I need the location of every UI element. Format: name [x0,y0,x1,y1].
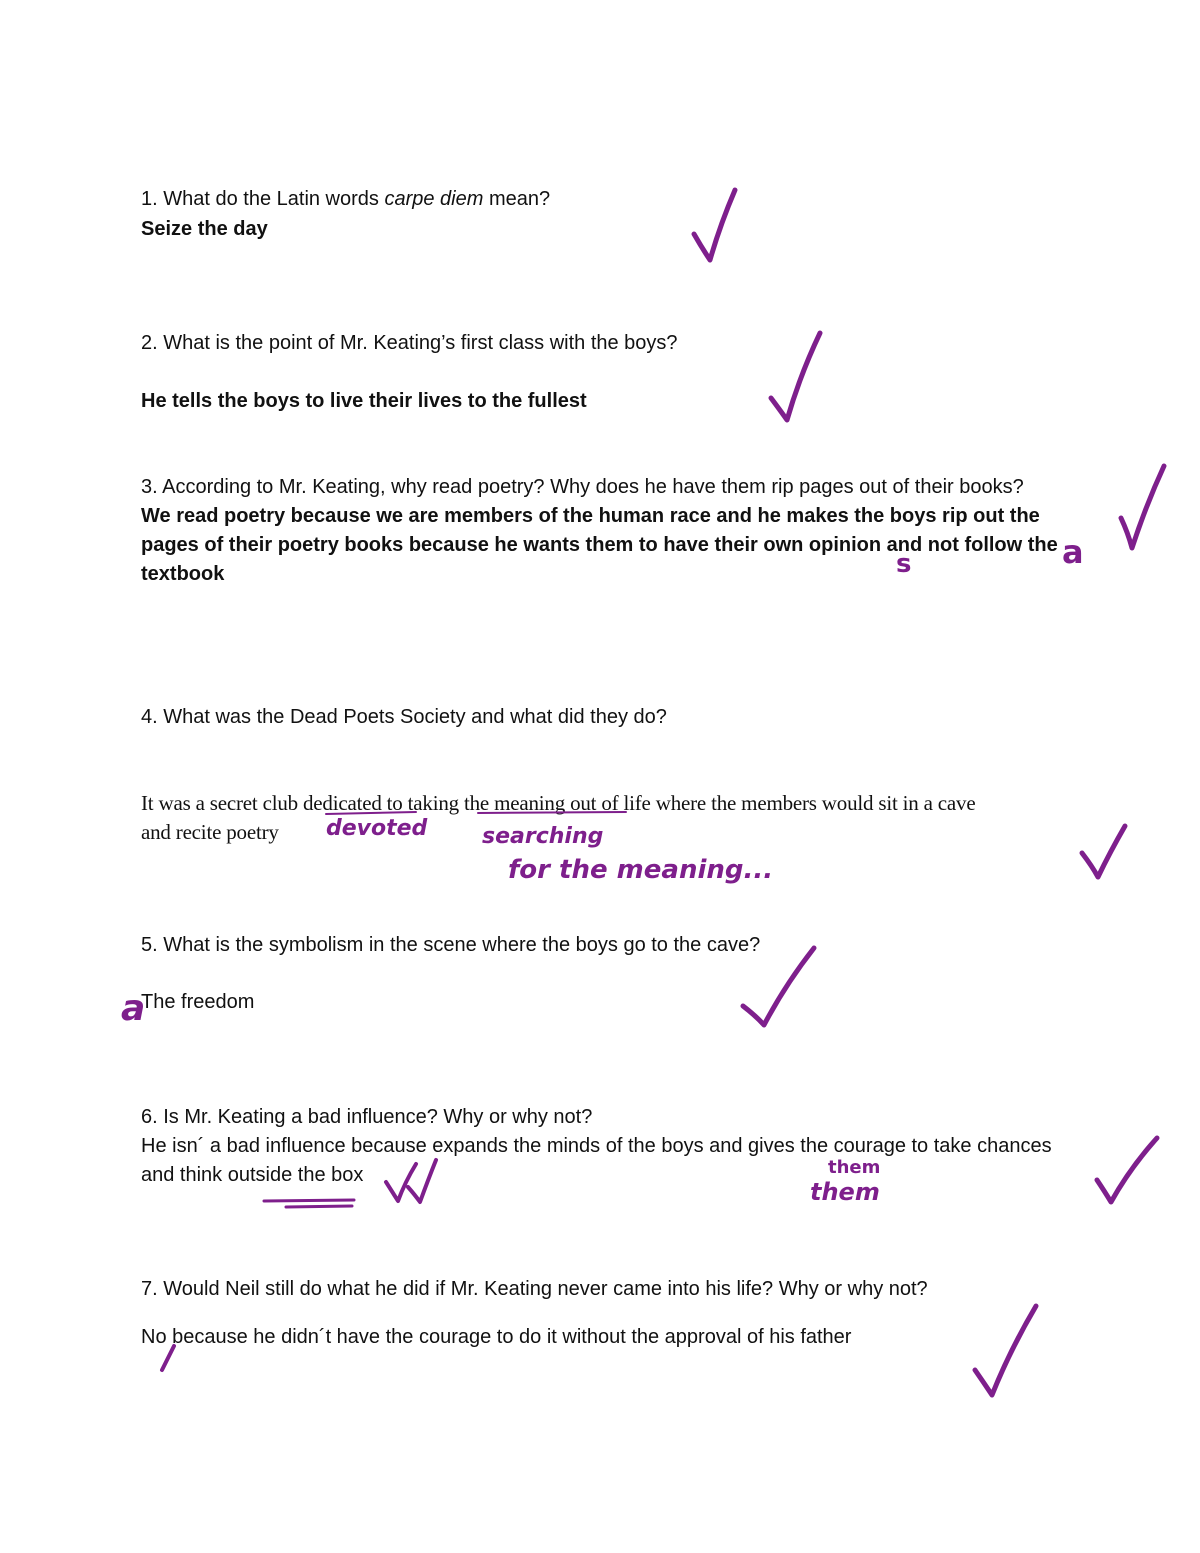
double-underline [264,1200,354,1207]
question-4-answer-line-1: It was a secret club dedicated to taking the meaning out of life where the members would sit in a cave [141,791,976,815]
question-6-prompt: 6. Is Mr. Keating a bad influence? Why or why not? [141,1106,593,1128]
checkmark-icon [1082,826,1125,877]
checkmark-icon [1097,1138,1157,1202]
question-2-prompt: 2. What is the point of Mr. Keating’s first class with the boys? [141,332,678,354]
them-insertion-mark: them [810,1178,880,1206]
question-1-latin-words: carpe diem [384,188,484,210]
question-7-answer: No because he didn´t have the courage to do it without the approval of his father [141,1326,852,1348]
question-3-answer-line-1: We read poetry because we are members of the human race and he makes the boys rip out the [141,505,1040,527]
double-checkmark-icon [386,1160,436,1202]
inserted-s-mark: s [896,549,912,579]
checkmark-icon [975,1306,1036,1395]
question-4-prompt: 4. What was the Dead Poets Society and what did they do? [141,706,667,728]
checkmark-icon [771,333,820,420]
question-1-prompt [141,185,550,214]
question-3-answer-line-3: textbook [141,563,225,585]
question-1-answer: Seize the day [141,218,268,240]
question-6-answer-line-1: He isn´ a bad influence because expands the minds of the boys and gives the courage to take chances [141,1135,1052,1157]
question-4-answer-line-2: and recite poetry [141,820,279,844]
question-3-answer-line-2: pages of their poetry books because he wants them to have their own opinion and not follow the [141,534,1058,556]
them-superscript-mark: them [828,1157,881,1178]
checkmark-icon [694,190,735,260]
devoted-correction: devoted [326,816,428,841]
searching-correction: searching [482,824,604,849]
a-correction-mark: a [121,988,146,1029]
question-7-prompt: 7. Would Neil still do what he did if Mr. Keating never came into his life? Why or why not? [141,1278,928,1300]
question-2-answer: He tells the boys to live their lives to the fullest [141,390,587,412]
question-5-prompt: 5. What is the symbolism in the scene where the boys go to the cave? [141,934,761,956]
question-6-answer-line-2: and think outside the box [141,1164,364,1186]
checkmark-icon [1121,466,1164,548]
inserted-a-mark: a [1062,533,1084,571]
question-3-prompt: 3. According to Mr. Keating, why read poetry? Why does he have them rip pages out of their books? [141,476,1024,498]
question-1-prompt-start: 1. What do the Latin words [141,188,385,210]
for-the-meaning-correction: for the meaning... [508,855,774,885]
question-1-prompt-end: mean? [483,188,551,210]
question-5-answer: The freedom [141,991,255,1013]
